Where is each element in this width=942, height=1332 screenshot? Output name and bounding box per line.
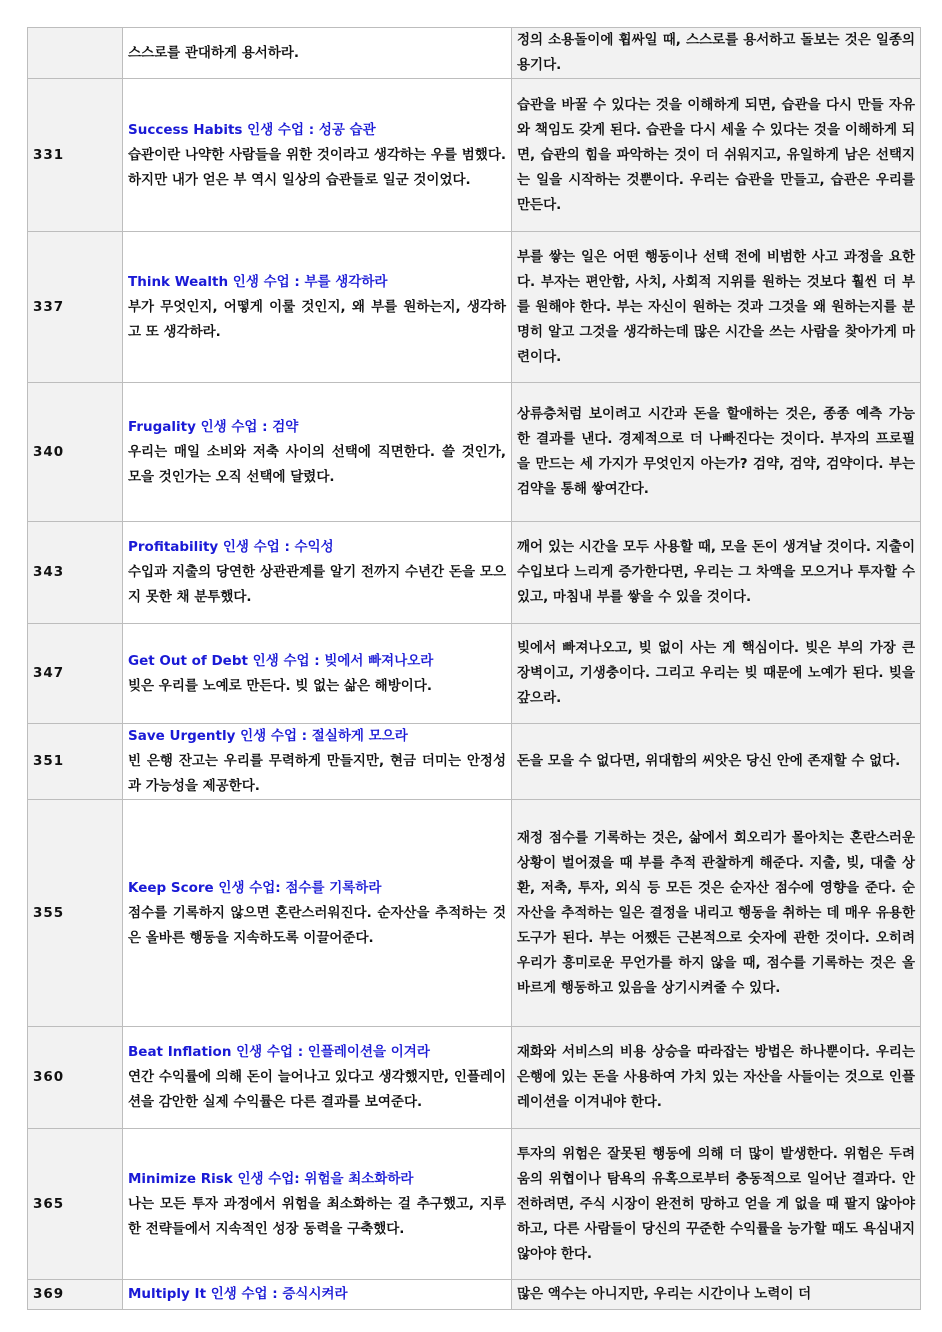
lesson-note: 부를 쌓는 일은 어떤 행동이나 선택 전에 비범한 사고 과정을 요한다. 부자는 편안함, 사치, 사회적 지위를 원하는 것보다 훨씬 더 부를 원해야 한다. 부는 자신이 원하는 것과 그것을 왜 원하는지를 분명히 알고 그것을 생각하는데 많은 시간을 쓰는 사람을 찾아가게 마련이다. [512, 232, 921, 383]
lesson-number: 355 [28, 800, 123, 1027]
lesson-number: 343 [28, 522, 123, 624]
lesson-note: 빚에서 빠져나오고, 빚 없이 사는 게 핵심이다. 빚은 부의 가장 큰 장벽이고, 기생충이다. 그리고 우리는 빚 때문에 노예가 된다. 빚을 갚으라. [512, 624, 921, 724]
lesson-body: 점수를 기록하지 않으면 혼란스러워진다. 순자산을 추적하는 것은 올바른 행동을 지속하도록 이끌어준다. [128, 904, 506, 946]
lesson-note: 많은 액수는 아니지만, 우리는 시간이나 노력이 더 [512, 1280, 921, 1310]
lesson-summary [123, 1027, 512, 1129]
table-row [28, 383, 921, 522]
lesson-summary [123, 1129, 512, 1280]
table-row [28, 1129, 921, 1280]
table-row [28, 28, 921, 79]
lesson-note: 재정 점수를 기록하는 것은, 삶에서 회오리가 몰아치는 혼란스러운 상황이 벌어졌을 때 부를 추적 관찰하게 해준다. 지출, 빚, 대출 상환, 저축, 투자, 외식 등 모든 것은 순자산 점수에 영향을 준다. 순자산을 추적하는 일은 결정을 내리고 행동을 취하는 데 매우 유용한 도구가 된다. 부는 어쨌든 근본적으로 숫자에 관한 것이다. 오히려 우리가 흥미로운 무언가를 하지 않을 때, 점수를 기록하는 것은 올바르게 행동하고 있음을 상기시켜줄 수 있다. [512, 800, 921, 1027]
table-row [28, 800, 921, 1027]
lesson-summary [123, 79, 512, 232]
lesson-body: 수입과 지출의 당연한 상관관계를 알기 전까지 수년간 돈을 모으지 못한 채 분투했다. [128, 564, 506, 605]
lesson-summary [123, 800, 512, 1027]
lesson-number [28, 28, 123, 79]
lesson-note: 습관을 바꿀 수 있다는 것을 이해하게 되면, 습관을 다시 만들 자유와 책임도 갖게 된다. 습관을 다시 세울 수 있다는 것을 이해하게 되면, 습관의 힘을 파악하는 것이 더 쉬워지고, 유일하게 남은 선택지는 일을 시작하는 것뿐이다. 우리는 습관을 만들고, 습관은 우리를 만든다. [512, 79, 921, 232]
lesson-title: Multiply It 인생 수업 : 증식시켜라 [128, 1286, 348, 1302]
lesson-body: 부가 무엇인지, 어떻게 이룰 것인지, 왜 부를 원하는지, 생각하고 또 생각하라. [128, 298, 506, 340]
lesson-title: Save Urgently 인생 수업 : 절실하게 모으라 [128, 728, 408, 744]
lesson-note: 상류층처럼 보이려고 시간과 돈을 할애하는 것은, 종종 예측 가능 한 결과를 낸다. 경제적으로 더 나빠진다는 것이다. 부자의 프로필을 만드는 세 가지가 무엇인지 아는가? 검약, 검약, 검약이다. 부는 검약을 통해 쌓여간다. [512, 383, 921, 522]
lesson-note: 재화와 서비스의 비용 상승을 따라잡는 방법은 하나뿐이다. 우리는 은행에 있는 돈을 사용하여 가치 있는 자산을 사들이는 것으로 인플레이션을 이겨내야 한다. [512, 1027, 921, 1129]
lesson-title: Get Out of Debt 인생 수업 : 빚에서 빠져나오라 [128, 652, 434, 669]
lesson-summary [123, 383, 512, 522]
table-row [28, 724, 921, 800]
lesson-title: Profitability 인생 수업 : 수익성 [128, 539, 334, 555]
lesson-number: 351 [28, 724, 123, 800]
lesson-body: 나는 모든 투자 과정에서 위험을 최소화하는 걸 추구했고, 지루한 전략들에서 지속적인 성장 동력을 구축했다. [128, 1195, 506, 1237]
lesson-note: 돈을 모을 수 없다면, 위대함의 씨앗은 당신 안에 존재할 수 없다. [512, 724, 921, 800]
lesson-number: 365 [28, 1129, 123, 1280]
lesson-number: 360 [28, 1027, 123, 1129]
lesson-summary [123, 624, 512, 724]
lesson-table [27, 27, 921, 1310]
table-row [28, 624, 921, 724]
lesson-body: 연간 수익률에 의해 돈이 늘어나고 있다고 생각했지만, 인플레이션을 감안한 실제 수익률은 다른 결과를 보여준다. [128, 1069, 506, 1110]
table-row [28, 232, 921, 383]
lesson-number: 347 [28, 624, 123, 724]
lesson-summary [123, 28, 512, 79]
table-row [28, 79, 921, 232]
lesson-title: Think Wealth 인생 수업 : 부를 생각하라 [128, 273, 388, 290]
lesson-summary [123, 1280, 512, 1310]
lesson-note: 투자의 위험은 잘못된 행동에 의해 더 많이 발생한다. 위험은 두려움의 위협이나 탐욕의 유혹으로부터 충동적으로 일어난 결과다. 안전하려면, 주식 시장이 완전히 망하고 얻을 게 없을 때 팔지 않아야 하고, 다른 사람들이 당신의 꾸준한 수익률을 능가할 때도 욕심내지 않아야 한다. [512, 1129, 921, 1280]
lesson-summary [123, 724, 512, 800]
lesson-title: Keep Score 인생 수업: 점수를 기록하라 [128, 879, 382, 896]
table-row [28, 522, 921, 624]
lesson-body: 우리는 매일 소비와 저축 사이의 선택에 직면한다. 쓸 것인가, 모을 것인가는 오직 선택에 달렸다. [128, 443, 506, 485]
lesson-title: Beat Inflation 인생 수업 : 인플레이션을 이겨라 [128, 1044, 430, 1060]
table-row [28, 1280, 921, 1310]
lesson-note: 깨어 있는 시간을 모두 사용할 때, 모을 돈이 생겨날 것이다. 지출이 수입보다 느리게 증가한다면, 우리는 그 차액을 모으거나 투자할 수 있고, 마침내 부를 쌓을 수 있을 것이다. [512, 522, 921, 624]
lesson-title: Success Habits 인생 수업 : 성공 습관 [128, 121, 376, 138]
table-row [28, 1027, 921, 1129]
lesson-title: Minimize Risk 인생 수업: 위험을 최소화하라 [128, 1170, 414, 1187]
lesson-body: 빈 은행 잔고는 우리를 무력하게 만들지만, 현금 더미는 안정성과 가능성을 제공한다. [128, 753, 506, 794]
lesson-note: 정의 소용돌이에 휩싸일 때, 스스로를 용서하고 돌보는 것은 일종의 용기다. [512, 28, 921, 79]
lesson-body: 습관이란 나약한 사람들을 위한 것이라고 생각하는 우를 범했다. 하지만 내가 얻은 부 역시 일상의 습관들로 일군 것이었다. [128, 146, 506, 188]
lesson-body: 스스로를 관대하게 용서하라. [128, 44, 300, 61]
lesson-number: 331 [28, 79, 123, 232]
lesson-summary [123, 522, 512, 624]
lesson-body: 빚은 우리를 노예로 만든다. 빚 없는 삶은 해방이다. [128, 677, 432, 694]
lesson-summary [123, 232, 512, 383]
lesson-number: 340 [28, 383, 123, 522]
lesson-number: 337 [28, 232, 123, 383]
lesson-title: Frugality 인생 수업 : 검약 [128, 418, 299, 435]
lesson-number: 369 [28, 1280, 123, 1310]
